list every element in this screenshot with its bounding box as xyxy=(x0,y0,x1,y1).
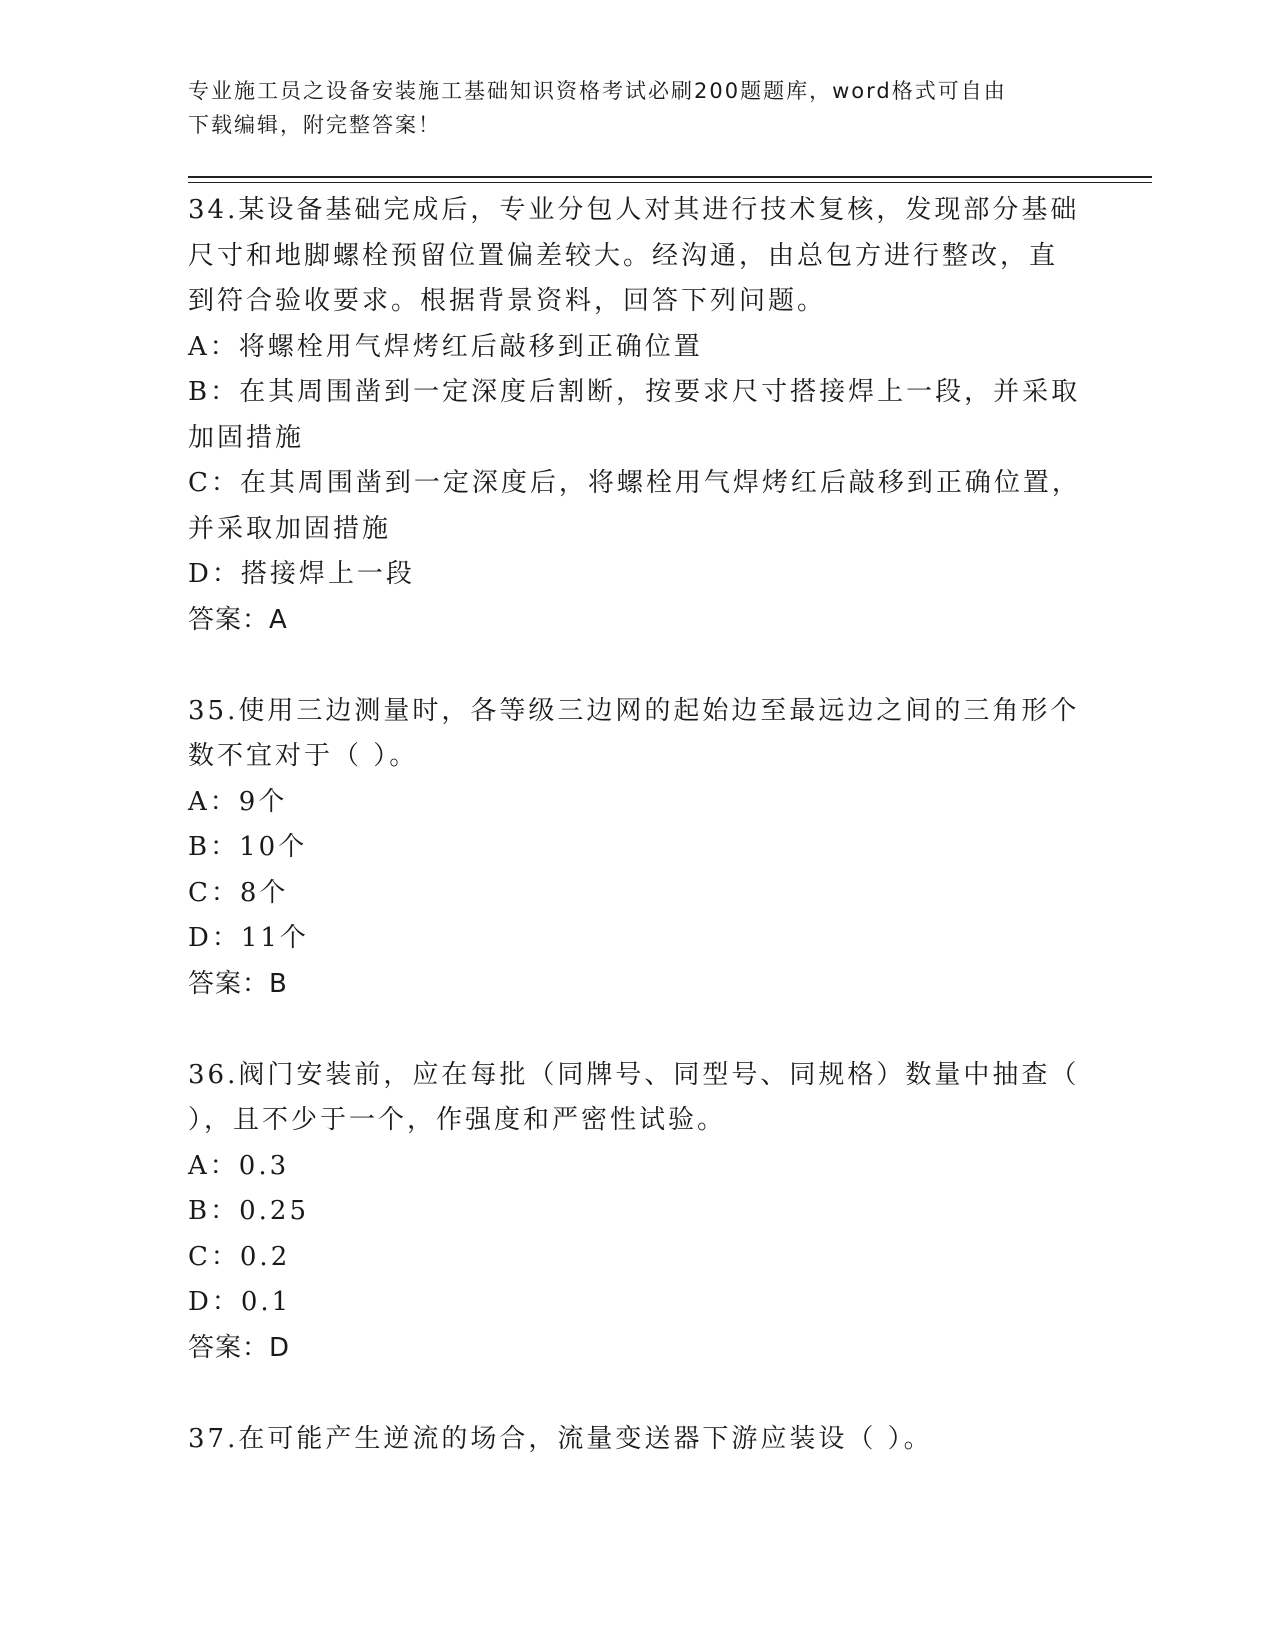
answer-option-line: A：将螺栓用气焊烤红后敲移到正确位置 xyxy=(188,331,703,362)
answer-option-line: B：10个 xyxy=(188,832,308,862)
answer-option xyxy=(188,1144,1088,1190)
answer-option-line: B：0.25 xyxy=(188,1196,309,1226)
answer-option-line: C：在其周围凿到一定深度后，将螺栓用气焊烤红后敲移到正确位置， xyxy=(188,468,1081,498)
question-list xyxy=(188,188,1088,1462)
answer-option xyxy=(188,871,1088,917)
answer-option-line: B：在其周围凿到一定深度后割断，按要求尺寸搭接焊上一段，并采取 xyxy=(188,377,1081,407)
question-spacer xyxy=(188,1371,1088,1417)
answer-option-line: 并采取加固措施 xyxy=(188,513,392,544)
answer-option-line: C：0.2 xyxy=(188,1241,291,1272)
question-stem-line: 尺寸和地脚螺栓预留位置偏差较大。经沟通，由总包方进行整改，直 xyxy=(188,240,1059,271)
question-stem-line: 37.在可能产生逆流的场合，流量变送器下游应装设（ ）。 xyxy=(188,1423,933,1454)
question-spacer xyxy=(188,1007,1088,1053)
answer-key: 答案：A xyxy=(188,604,288,635)
answer-option xyxy=(188,1280,1088,1326)
question-stem-line: 到符合验收要求。根据背景资料，回答下列问题。 xyxy=(188,286,827,316)
question-stem-line: 数不宜对于（ ）。 xyxy=(188,741,419,771)
answer-key: 答案：D xyxy=(188,1332,291,1363)
answer-option-line: D：11个 xyxy=(188,923,309,953)
answer-option-line: D：搭接焊上一段 xyxy=(188,559,415,589)
answer-option xyxy=(188,916,1088,962)
answer-option-line: C：8个 xyxy=(188,877,289,908)
answer-option xyxy=(188,461,1088,552)
answer-option xyxy=(188,825,1088,871)
question-item xyxy=(188,1417,1088,1463)
question-stem-line: 36.阀门安装前，应在每批（同牌号、同型号、同规格）数量中抽查（ xyxy=(188,1059,1080,1090)
header-title-line-2: 下载编辑，附完整答案！ xyxy=(188,113,441,137)
question-item xyxy=(188,689,1088,1008)
answer-option xyxy=(188,780,1088,826)
question-stem-line: 34.某设备基础完成后，专业分包人对其进行技术复核，发现部分基础 xyxy=(188,195,1080,225)
header-divider-thin xyxy=(188,182,1152,183)
answer-option-line: A：0.3 xyxy=(188,1150,290,1181)
answer-option xyxy=(188,1235,1088,1281)
document-header xyxy=(188,74,1068,142)
question-spacer xyxy=(188,643,1088,689)
answer-option xyxy=(188,1189,1088,1235)
answer-option xyxy=(188,325,1088,371)
question-stem-line: 35.使用三边测量时，各等级三边网的起始边至最远边之间的三角形个 xyxy=(188,695,1080,726)
answer-option-line: 加固措施 xyxy=(188,422,305,453)
question-item xyxy=(188,1053,1088,1372)
answer-option-line: D：0.1 xyxy=(188,1287,292,1317)
header-title-line-1: 专业施工员之设备安装施工基础知识资格考试必刷200题题库，word格式可自由 xyxy=(188,79,1007,103)
answer-key: 答案：B xyxy=(188,968,288,999)
answer-option xyxy=(188,552,1088,598)
question-item xyxy=(188,188,1088,643)
answer-option xyxy=(188,370,1088,461)
answer-option-line: A：9个 xyxy=(188,786,288,817)
question-stem-line: ），且不少于一个，作强度和严密性试验。 xyxy=(188,1105,727,1135)
header-divider-thick xyxy=(188,176,1152,178)
